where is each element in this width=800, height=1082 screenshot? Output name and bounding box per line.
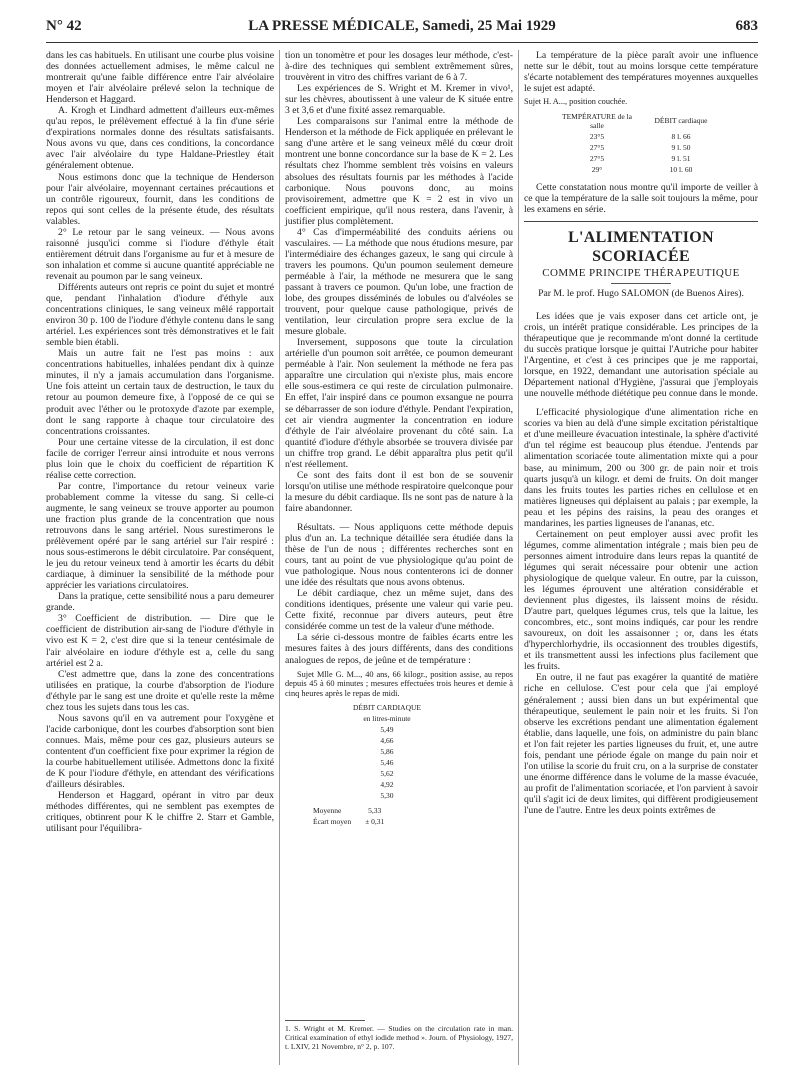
table-cell: 4,66 xyxy=(380,736,394,746)
footnote: 1. S. Wright et M. Kremer. — Studies on the circulation rate in man. Critical examination of ethyl iodide method ». Journ. of Physiology, 1927, t. LXIV, 21 Novembre, n° 2, p. 107. xyxy=(285,1024,513,1051)
article-subtitle: COMME PRINCIPE THÉRAPEUTIQUE xyxy=(542,266,740,279)
table-cell: 27°5 xyxy=(589,153,605,163)
column-divider xyxy=(279,50,280,1065)
article-separator xyxy=(524,221,758,222)
paragraph: Les comparaisons sur l'animal entre la méthode de Henderson et la méthode de Fick appliquée en prélevant le sang d'une artère et le sang veineux mêlé du cœur droit montrent une bonne concordance sur la base de K = 2. Les résultats chez l'homme semblent très voisins en valeurs absolues des résultats fournis par les méthodes à l'acide carbonique. Nous pouvons donc, au moins provisoirement, admettre que K = 2 est in vivo un coefficient empirique, qu'il nous restera, dans l'avenir, à justifier plus complètement. xyxy=(285,116,513,227)
paragraph: Par contre, l'importance du retour veineux varie probablement comme la vitesse du sang. Si celle-ci augmente, le sang veineux se trouve apporter au poumon une fraction plus grande de la concentration que nous retrouvons dans le sang artériel. Nous surestimerons le prélèvement opéré par le sang artériel sur l'air respiré : nous sous-estimerons le débit circulatoire. Par conséquent, le jeu du retour veineux tend à amortir les écarts du débit cardiaque, à diminuer la sensibilité de la méthode pour apprécier les variations circulatoires. xyxy=(46,480,274,592)
journal-title: LA PRESSE MÉDICALE, Samedi, 25 Mai 1929 xyxy=(248,18,556,34)
table-cell: 23°5 xyxy=(589,131,605,141)
table-cell: 9 l. 50 xyxy=(671,142,691,152)
paragraph: C'est admettre que, dans la zone des concentrations utilisées en pratique, la courbe d'absorption de l'iodure d'éthyle par le sang est une droite et qu'elle reste la même chez tous les sujets dans tous les cas. xyxy=(46,668,274,713)
paragraph: Cette constatation nous montre qu'il importe de veiller à ce que la température de la salle soit toujours la même, pour les examens en série. xyxy=(524,181,758,215)
paragraph: Résultats. — Nous appliquons cette méthode depuis plus d'un an. La technique détaillée sera étudiée dans la thèse de l'un de nous ; différentes recherches sont en cours, tant au point de vue physiologique qu'au point de vue pathologique. Nous nous contenterons ici de donner une idée des résultats que nous avons obtenus. xyxy=(285,521,513,589)
footnote-rule xyxy=(285,1020,365,1021)
table-cell: 10 l. 60 xyxy=(669,164,693,174)
column-divider xyxy=(518,50,519,1065)
table-cell: 5,46 xyxy=(380,758,394,768)
paragraph: Pour une certaine vitesse de la circulation, il est donc facile de corriger l'erreur ainsi introduite et nous verrons plus loin que le choix du coefficient de répartition K réalise cette correction. xyxy=(46,436,274,481)
issue-number: N° 42 xyxy=(46,18,82,34)
paragraph: Nous savons qu'il en va autrement pour l'oxygène et l'acide carbonique, dont les courbes d'absorption sont bien connues. Mais, même pour ces gaz, plusieurs auteurs se contentent d'un coefficient fixe pour exprimer la région de la courbe habituellement utilisée. Admettons donc la fixité de K pour l'iodure d'éthyle, en attendant des vérifications d'ailleurs désirables. xyxy=(46,712,274,791)
paragraph: A. Krogh et Lindhard admettent d'ailleurs eux-mêmes qu'au repos, le prélèvement effectué à la fin d'une série d'expirations normales donne des résultats satisfaisants. Nous avons vu que, dans ces conditions, la concordance avec l'air alvéolaire du type Haldane-Priestley était généralement obtenue. xyxy=(46,105,274,172)
column-1 xyxy=(46,50,274,834)
page-number: 683 xyxy=(735,18,758,34)
paragraph: Inversement, supposons que toute la circulation artérielle d'un poumon soit arrêtée, ce poumon demeurant perméable à l'air. Non seulement la méthode ne fera pas apparaître une circulation qui n'existe plus, mais encore elle sous-estimera ce qui reste de circulation pulmonaire. En effet, l'air inspiré dans ce poumon exsangue ne pourra se débarrasser de son iodure d'éthyle. Pendant l'expiration, cet air viendra augmenter la concentration en iodure d'éthyle de l'air alvéolaire provenant du côté sain. La quantité d'iodure d'éthyle absorbée se trouvera divisée par un chiffre trop grand. Le débit apparaîtra plus petit qu'il n'est réellement. xyxy=(285,337,513,470)
paragraph: Henderson et Haggard, opérant in vitro par deux méthodes différentes, qui ne semblent pas exemptes de critiques, obtinrent pour K le chiffre 2. Starr et Gamble, utilisant pour l'équilibra- xyxy=(46,790,274,835)
article-title: L'ALIMENTATION SCORIACÉE xyxy=(568,228,714,265)
column-2 xyxy=(285,50,513,834)
table-header: DÉBIT CARDIAQUE xyxy=(353,703,421,713)
table-cell: 29° xyxy=(591,164,603,174)
paragraph: tion un tonomètre et pour les dosages leur méthode, c'est-à-dire des techniques qui semblent extrêmement sûres, trouvèrent in vitro des chiffres variant de 6 à 7. xyxy=(285,50,513,84)
subject-description: Sujet Mlle G. M..., 40 ans, 66 kilogr., position assise, au repos depuis 45 à 60 minutes ; mesures effectuées trois heures et demie à cinq heures après le repas de midi. xyxy=(285,669,513,698)
paragraph: Différents auteurs ont repris ce point du sujet et montré que, pendant l'inhalation d'iodure d'éthyle aux concentrations cliniques, le sang veineux mêlé rapportait environ 30 p. 100 de l'iodure d'éthyle contenu dans le sang artériel. Les expériences sont très démonstratives et le fait semble bien établi. xyxy=(46,281,274,349)
gap-label: Écart moyen xyxy=(313,817,352,827)
paragraph: Nous estimons donc que la technique de Henderson pour l'air alvéolaire, moyennant certaines précautions et un contrôle rigoureux, fournit, dans les conditions de repos qui sont celles de la présente étude, des résultats valables. xyxy=(46,171,274,227)
header-rule xyxy=(46,42,758,43)
table-cell: 8 l. 66 xyxy=(671,131,691,141)
temperature-table xyxy=(554,110,724,176)
paragraph: L'efficacité physiologique d'une alimentation riche en scories va bien au delà d'une simple excitation péristaltique et d'une meilleure évacuation intestinale, la sphère d'activité d'un tel régime est beaucoup plus étendue. J'entends par alimentation scoriacée toute alimentation mixte qui a pour base, au minimum, 200 ou 300 gr. de pain noir et trois quarts jusqu'à un kilogr. et demi de fruits. On doit manger dans les fruits toutes les parties riches en cellulose et en matières ligneuses qui déplaisent au palais ; par exemple, la peau et les pépins des raisins, la peau des oranges et mandarines, les parties ligneuses de l'ananas, etc. xyxy=(524,407,758,529)
table-header: TEMPÉRATURE de la salle xyxy=(562,111,632,130)
paragraph: En outre, il ne faut pas exagérer la quantité de matière riche en cellulose. C'est pour cela que j'ai employé généralement ; aussi bien dans un but expérimental que thérapeutique, seulement le pain noir et les fruits. Si l'on observe les excrétions pendant une alimentation également établie, dans laquelle, une fois, on administre du pain blanc et l'on fait rejeter les parties ligneuses du fruit, et, une autre fois, pendant une période égale on mange du pain noir et l'on utilise la scorie du fruit cru, on a la surprise de constater une énorme différence dans le volume de la masse évacuée, au profit de l'alimentation scoriacée, et l'on parvient à savoir qu'il s'agit ici de deux limites, qui diffèrent prodigieusement l'une de l'autre. Entre les deux points extrêmes de xyxy=(524,672,758,816)
page-header xyxy=(46,18,758,40)
mean-label: Moyenne xyxy=(313,806,342,816)
table-cell: 9 l. 51 xyxy=(671,153,691,163)
paragraph: Les expériences de S. Wright et M. Kremer in vivo¹, sur les chèvres, aboutissent à une valeur de K située entre 3 et 3,6 et d'une fixité assez remarquable. xyxy=(285,83,513,117)
paragraph: Le débit cardiaque, chez un même sujet, dans des conditions identiques, présente une valeur qui varie peu. Cette fixité, reconnue par divers auteurs, peut être considérée comme un test de la valeur d'une méthode. xyxy=(285,588,513,633)
cardiac-output-table xyxy=(345,701,429,802)
title-rule xyxy=(611,283,671,284)
table-header: DÉBIT cardiaque xyxy=(654,116,708,126)
table-cell: 27°5 xyxy=(589,142,605,152)
paragraph: Ce sont des faits dont il est bon de se souvenir lorsqu'on utilise une méthode respiratoire quelconque pour la mesure du débit cardiaque. Ils ne sont pas de nature à la faire abandonner. xyxy=(285,469,513,514)
gap-value: ± 0,31 xyxy=(365,817,385,827)
table-cell: 5,86 xyxy=(380,747,394,757)
paragraph: Les idées que je vais exposer dans cet article ont, je crois, un intérêt pratique considérable. Les principes de la thérapeutique que je recommande m'ont donné la certitude du succès pratique lorsque je quittai l'Autriche pour habiter l'Argentine, et c'est à ces principes que je me rapportai, lorsque, en 1922, demandant une autorisation spéciale au Département national d'Hygiène, j'assurai que j'employais une nouvelle méthode diététique peu connue dans le monde. xyxy=(524,310,758,400)
article-byline: Par M. le prof. Hugo SALOMON (de Buenos Aires). xyxy=(538,287,744,299)
table-cell: 5,49 xyxy=(380,725,394,735)
mean-value: 5,33 xyxy=(368,806,382,816)
subject-description: Sujet H. A..., position couchée. xyxy=(524,97,628,107)
paragraph: 3° Coefficient de distribution. — Dire que le coefficient de distribution air-sang de l'iodure d'éthyle in vivo est K = 2, c'est dire que si la teneur centésimale de l'air alvéolaire en iodure d'éthyle est a, celle du sang artériel est 2 a. xyxy=(46,613,274,669)
paragraph: 2° Le retour par le sang veineux. — Nous avons raisonné jusqu'ici comme si l'iodure d'éthyle était entièrement détruit dans l'organisme au fur et à mesure de son inhalation et comme si aucune quantité appréciable ne revenait au poumon par le sang veineux. xyxy=(46,226,274,282)
paragraph: Certainement on peut employer aussi avec profit les légumes, comme alimentation intégrale ; mais bien peu de personnes aiment introduire dans leurs repas la quantité de légumes qui serait nécessaire pour obtenir une action physiologique de quelque valeur. En outre, par la cuisson, les légumes éprouvent une altération considérable et deviennent plus digestes, ils laissent moins de résidu. D'autre part, quelques légumes crus, tels que la laitue, les concombres, etc., sont moins indiqués, car pour les rendre savoureux, on doit les assaisonner ; or, dans les états d'hyperchlorhydrie, ils occasionnent des troubles digestifs, et ils transmettent aussi les infections plus facilement que les fruits. xyxy=(524,528,758,673)
paragraph: dans les cas habituels. En utilisant une courbe plus voisine des données actuellement admises, le même calcul ne montrerait qu'une faible différence entre l'air alvéolaire moyen et l'air alvéolaire prélevé selon la technique de Henderson et Haggard. xyxy=(46,50,274,106)
paragraph: Mais un autre fait ne l'est pas moins : aux concentrations habituelles, inhalées pendant dix à quinze minutes, il n'y a jamais accumulation dans l'organisme. Une fois atteint un certain taux de destruction, le taux du retour au poumon demeure fixe, à l'opposé de ce qui se produit avec l'éther ou le protoxyde d'azote par exemple, dont le sang rapporte à chaque tour circulatoire des concentrations croissantes. xyxy=(46,348,274,437)
column-3 xyxy=(524,50,758,816)
paragraph: La température de la pièce paraît avoir une influence nette sur le débit, tout au moins lorsque cette température s'écarte notablement des températures moyennes auxquelles le sujet est adapté. xyxy=(524,50,758,95)
paragraph: La série ci-dessous montre de faibles écarts entre les mesures faites à des jours différents, dans des conditions analogues de repos, de jeûne et de température : xyxy=(285,632,513,666)
paragraph: 4° Cas d'imperméabilité des conduits aériens ou vasculaires. — La méthode que nous étudions mesure, par l'intermédiaire des échanges gazeux, le sang qui circule à travers les poumons. Qu'un poumon seulement demeure perméable à l'air, la méthode ne mesurera que le sang passant à travers ce poumon. Qu'un lobe, une fraction de lobe, des groupes disséminés de lobules ou d'alvéoles se trouvent, pour quelque cause pathologique, privés de ventilation, leur circulation propre sera exclue de la mesure globale. xyxy=(285,226,513,338)
table-cell: 4,92 xyxy=(380,780,394,790)
table-cell: 5,30 xyxy=(380,791,394,801)
table-header: en litres-minute xyxy=(363,714,411,724)
table-cell: 5,62 xyxy=(380,769,394,779)
paragraph: Dans la pratique, cette sensibilité nous a paru demeurer grande. xyxy=(46,591,274,614)
table-summary xyxy=(305,804,392,828)
